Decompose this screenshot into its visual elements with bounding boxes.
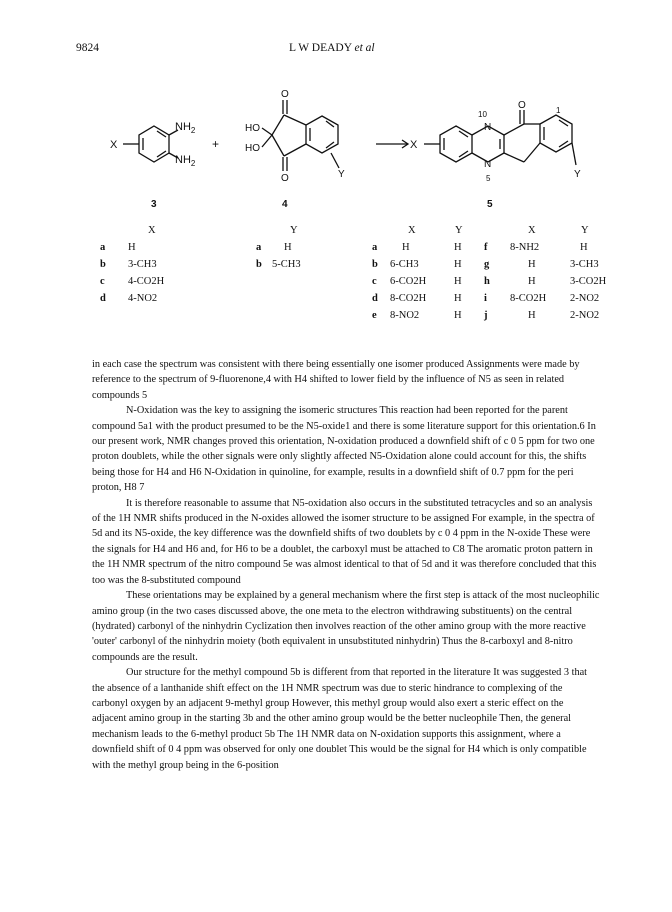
table-compound-4 [256,222,346,273]
table-row [484,307,624,324]
product-n10: N [484,122,492,133]
cell-y: 3-CH3 [570,259,599,270]
cell-y: H [284,242,292,253]
header-y: Y [581,225,589,236]
ninhydrin-y-label: Y [338,169,345,180]
table-row [256,239,346,256]
row-label: a [100,242,106,253]
table-row [372,273,482,290]
row-label: a [372,242,378,253]
cell-x: 6-CH3 [390,259,419,270]
paragraph-5: Our structure for the methyl compound 5b is different from that reported in the literature It was suggested 3 that the absence of a lanthanide shift effect on the 1H NMR spectrum was due to steric hindrance to complexing of the carbonyl oxygen by an adjacent 9-methyl group However, this methyl group would also exert a steric effect on the adjacent amino group in the starting 3b and the other amino group would be the better nucleophile Then, the general mechanism leads to the 6-methyl product 5b The 1H NMR data on N-oxidation supports this assignment, where a downfield shift of 0 4 ppm was observed for only one doublet This would be the signal for H4 which is only compatible with the methyl group being in the 6-position [92,667,588,771]
cell-x: H [128,242,136,253]
cell-y: H [454,259,462,270]
table-row [256,256,346,273]
row-label: c [372,276,377,287]
table-row [100,239,200,256]
row-label: e [372,310,377,321]
reagent-3-nh2-bottom: $NH_2$ [175,154,196,168]
table-header [100,222,200,239]
table-header [484,222,624,239]
product-benzene-ring [440,126,472,162]
running-header-et-al: et al [354,42,375,54]
product-position-10: 10 [478,110,487,119]
cell-y: H [454,242,462,253]
table-row [372,256,482,273]
cell-y: 2-NO2 [570,310,600,321]
cell-x: 8-NH2 [510,242,540,253]
cell-y: H [454,293,462,304]
header-x: X [528,225,536,236]
product-carbonyl-o: O [518,100,526,111]
ninhydrin-o-bottom: O [281,173,289,184]
row-label: a [256,242,262,253]
table-row [372,307,482,324]
row-label: b [100,259,106,270]
plus-sign: + [212,137,220,151]
cell-x: H [402,242,410,253]
cell-x: 6-CO2H [390,276,427,287]
cell-x: 8-CO2H [390,293,427,304]
table-row [100,256,200,273]
article-body [92,357,600,773]
row-label: h [484,276,490,287]
table-row [484,239,624,256]
header-x: X [408,225,416,236]
compound-label-4: 4 [282,199,288,210]
paragraph-3: It is therefore reasonable to assume that N5-oxidation also occurs in the substituted tetracycles and so an analysis of the 1H NMR shifts produced in the N-oxides allowed the isomer structure to be assigned For example, in the spectra of 5d and its N5-oxide, the key difference was the downfield shifts of two doublets by c 0 4 ppm in the N-oxide These were the signals for H4 and H6 and, for H6 to be a doublet, the carboxyl must be attached to C8 The aromatic proton pattern in the 1H NMR spectrum of the nitro compound 5e was almost identical to that of 5d and it was therefore concluded that this too was the 8-substituted compound [92,497,597,586]
ninhydrin-ho-top: HO [245,123,260,134]
row-label: i [484,293,487,304]
table-compound-5-right [484,222,624,324]
cell-x: 4-CO2H [128,276,165,287]
reagent-3-x-label: X [110,139,118,151]
row-label: f [484,242,488,253]
table-compound-3 [100,222,200,307]
row-label: b [372,259,378,270]
product-n5: N [484,159,492,170]
cell-x: H [528,276,536,287]
table-row [484,290,624,307]
row-label: d [372,293,378,304]
header-y: Y [455,225,463,236]
reagent-3-nh2-top: $NH_2$ [175,121,196,135]
table-row [484,256,624,273]
table-row [100,273,200,290]
paragraph-1: in each case the spectrum was consistent with there being essentially one isomer produced Assignments were made by reference to the spectrum of 9-fluorenone,4 with H4 shifted to lower field by the influence of N5 as seen in related compounds 5 [92,359,580,401]
row-label: c [100,276,105,287]
header-x: X [148,225,156,236]
ninhydrin-ho-bottom: HO [245,143,260,154]
cell-y: H [454,310,462,321]
cell-y: H [580,242,588,253]
table-row [100,290,200,307]
product-position-1: 1 [556,106,561,115]
row-label: j [484,310,488,321]
ninhydrin-o-top: O [281,89,289,100]
cell-x: 8-CO2H [510,293,547,304]
cell-y: H [454,276,462,287]
row-label: d [100,293,106,304]
cell-x: 4-NO2 [128,293,158,304]
table-compound-5-left [372,222,482,324]
header-y: Y [290,225,298,236]
table-header [256,222,346,239]
paragraph-2: N-Oxidation was the key to assigning the isomeric structures This reaction had been reported for the parent compound 5a1 with the product presumed to be the N5-oxide1 and there is some literature support for this orientation.6 In our present work, NMR changes proved this orientation, N-oxidation produced a downfield shift of c 0 5 ppm for two one proton doublets, while the other signals were only slightly affected N5-Oxidation alone could account for this, the shifts being those for H4 and H6 N-Oxidation in quinoline, for example, results in a downfield shift of 0.7 ppm for the peri proton, H8 7 [92,405,596,494]
cell-y: 2-NO2 [570,293,600,304]
cell-x: 8-NO2 [390,310,420,321]
cell-x: H [528,310,536,321]
cell-x: H [528,259,536,270]
product-right-benzene-ring [540,115,572,152]
compound-label-3: 3 [151,199,157,210]
ninhydrin-benzene-ring [306,116,338,153]
page-number: 9824 [76,42,99,54]
paragraph-4: These orientations may be explained by a general mechanism where the first step is attack of the most nucleophilic amino group (in the two cases discussed above, the one meta to the electron withdrawing substituents) on the central (hydrated) carbonyl of the ninhydrin Cyclization then involves reaction of the other amino group with the more reactive 'outer' carbonyl of the ninhydrin moiety (both equivalent in unsubstituted ninhydrin) Thus the 8-carboxyl and 8-nitro compounds are the result. [92,590,600,663]
product-y-label: Y [574,169,581,180]
cell-y: 5-CH3 [272,259,301,270]
product-position-5: 5 [486,174,491,183]
table-row [484,273,624,290]
product-x-label: X [410,139,418,151]
compound-label-5: 5 [487,199,493,210]
row-label: b [256,259,262,270]
table-row [372,239,482,256]
row-label: g [484,259,490,270]
cell-x: 3-CH3 [128,259,157,270]
cell-y: 3-CO2H [570,276,607,287]
table-row [372,290,482,307]
running-header-authors: L W DEADY [289,42,352,54]
table-header [372,222,482,239]
